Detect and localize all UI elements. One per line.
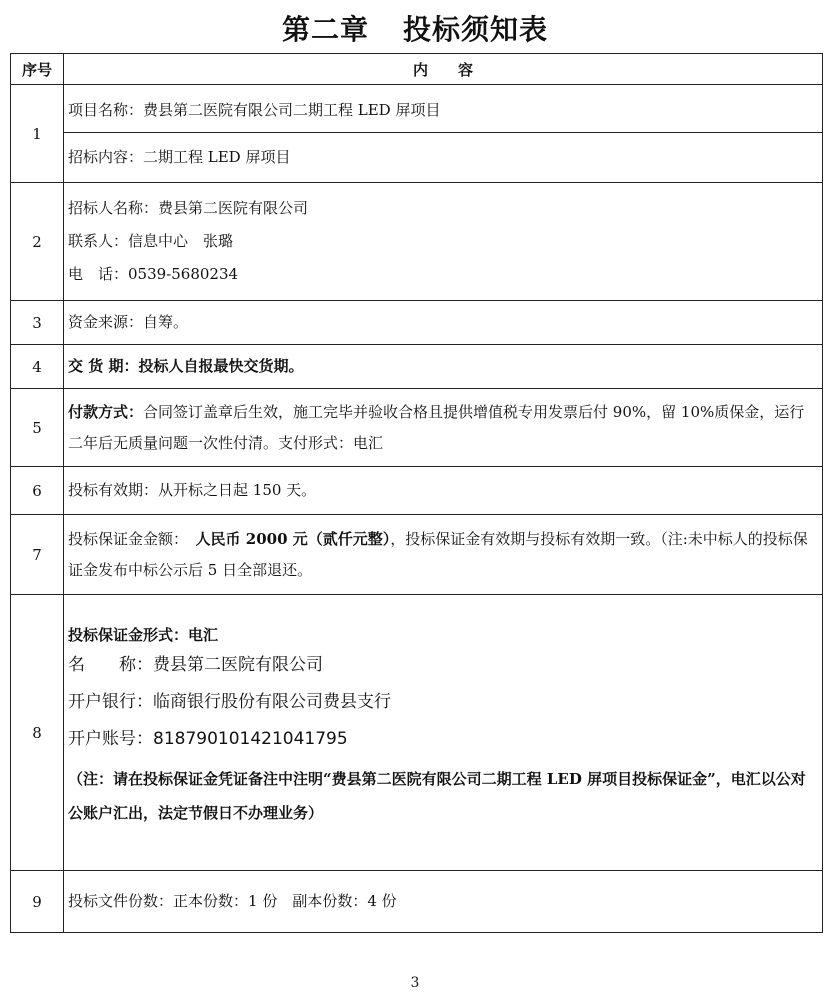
row-8-bank: 开户银行：临商银行股份有限公司费县支行 xyxy=(68,692,391,712)
row-8-heading: 投标保证金形式：电汇 xyxy=(68,626,219,644)
row-4-line1: 交 货 期：投标人自报最快交货期。 xyxy=(64,345,823,389)
row-8-name: 名 称：费县第二医院有限公司 xyxy=(68,655,323,675)
row-7-content xyxy=(64,515,823,595)
row-2-line1: 招标人名称：费县第二医院有限公司 xyxy=(68,199,309,217)
header-content: 内 容 xyxy=(64,54,823,85)
row-7-text: ，投标保证金有效期与投标有效期一致。（注:未中标人的投标保证金发布中标公示后 5 日全部退还。 xyxy=(68,529,808,579)
row-8-account: 开户账号：818790101421041795 xyxy=(68,729,348,749)
row-9-no: 9 xyxy=(11,871,64,933)
row-8-no: 8 xyxy=(11,595,64,871)
row-8-note: （注：请在投标保证金凭证备注中注明“费县第二医院有限公司二期工程 LED 屏项目投标保证金”，电汇以公对公账户汇出，法定节假日不办理业务） xyxy=(68,770,806,822)
row-2-line3: 电 话：0539-5680234 xyxy=(68,265,239,283)
row-2-line2: 联系人：信息中心 张璐 xyxy=(68,232,234,250)
title-text: 投标须知表 xyxy=(403,13,549,46)
row-5-label: 付款方式： xyxy=(68,402,144,421)
row-2-content xyxy=(64,183,823,301)
row-5-content xyxy=(64,389,823,467)
row-4-no: 4 xyxy=(11,345,64,389)
row-1-no: 1 xyxy=(11,85,64,183)
bid-instructions-table xyxy=(10,53,823,933)
row-5-text: 合同签订盖章后生效，施工完毕并验收合格且提供增值税专用发票后付 90%，留 10%质保金，运行二年后无质量问题一次性付清。支付形式：电汇 xyxy=(68,402,805,452)
row-3-line1: 资金来源：自筹。 xyxy=(64,301,823,345)
row-9-line1: 投标文件份数：正本份数：1 份 副本份数：4 份 xyxy=(64,871,823,933)
row-1-line2: 招标内容：二期工程 LED 屏项目 xyxy=(64,133,823,183)
title-chapter: 第二章 xyxy=(281,13,369,46)
row-6-no: 6 xyxy=(11,467,64,515)
row-5-no: 5 xyxy=(11,389,64,467)
row-2-no: 2 xyxy=(11,183,64,301)
row-8-content xyxy=(64,595,823,871)
page-number: 3 xyxy=(410,975,420,991)
row-3-no: 3 xyxy=(11,301,64,345)
row-7-no: 7 xyxy=(11,515,64,595)
row-7-label: 投标保证金金额： xyxy=(68,529,181,548)
row-1-line1: 项目名称：费县第二医院有限公司二期工程 LED 屏项目 xyxy=(64,85,823,133)
header-no: 序号 xyxy=(11,54,64,85)
row-7-amount: 人民币 2000 元（贰仟元整） xyxy=(195,529,391,548)
row-6-line1: 投标有效期：从开标之日起 150 天。 xyxy=(64,467,823,515)
page-title xyxy=(0,8,830,48)
